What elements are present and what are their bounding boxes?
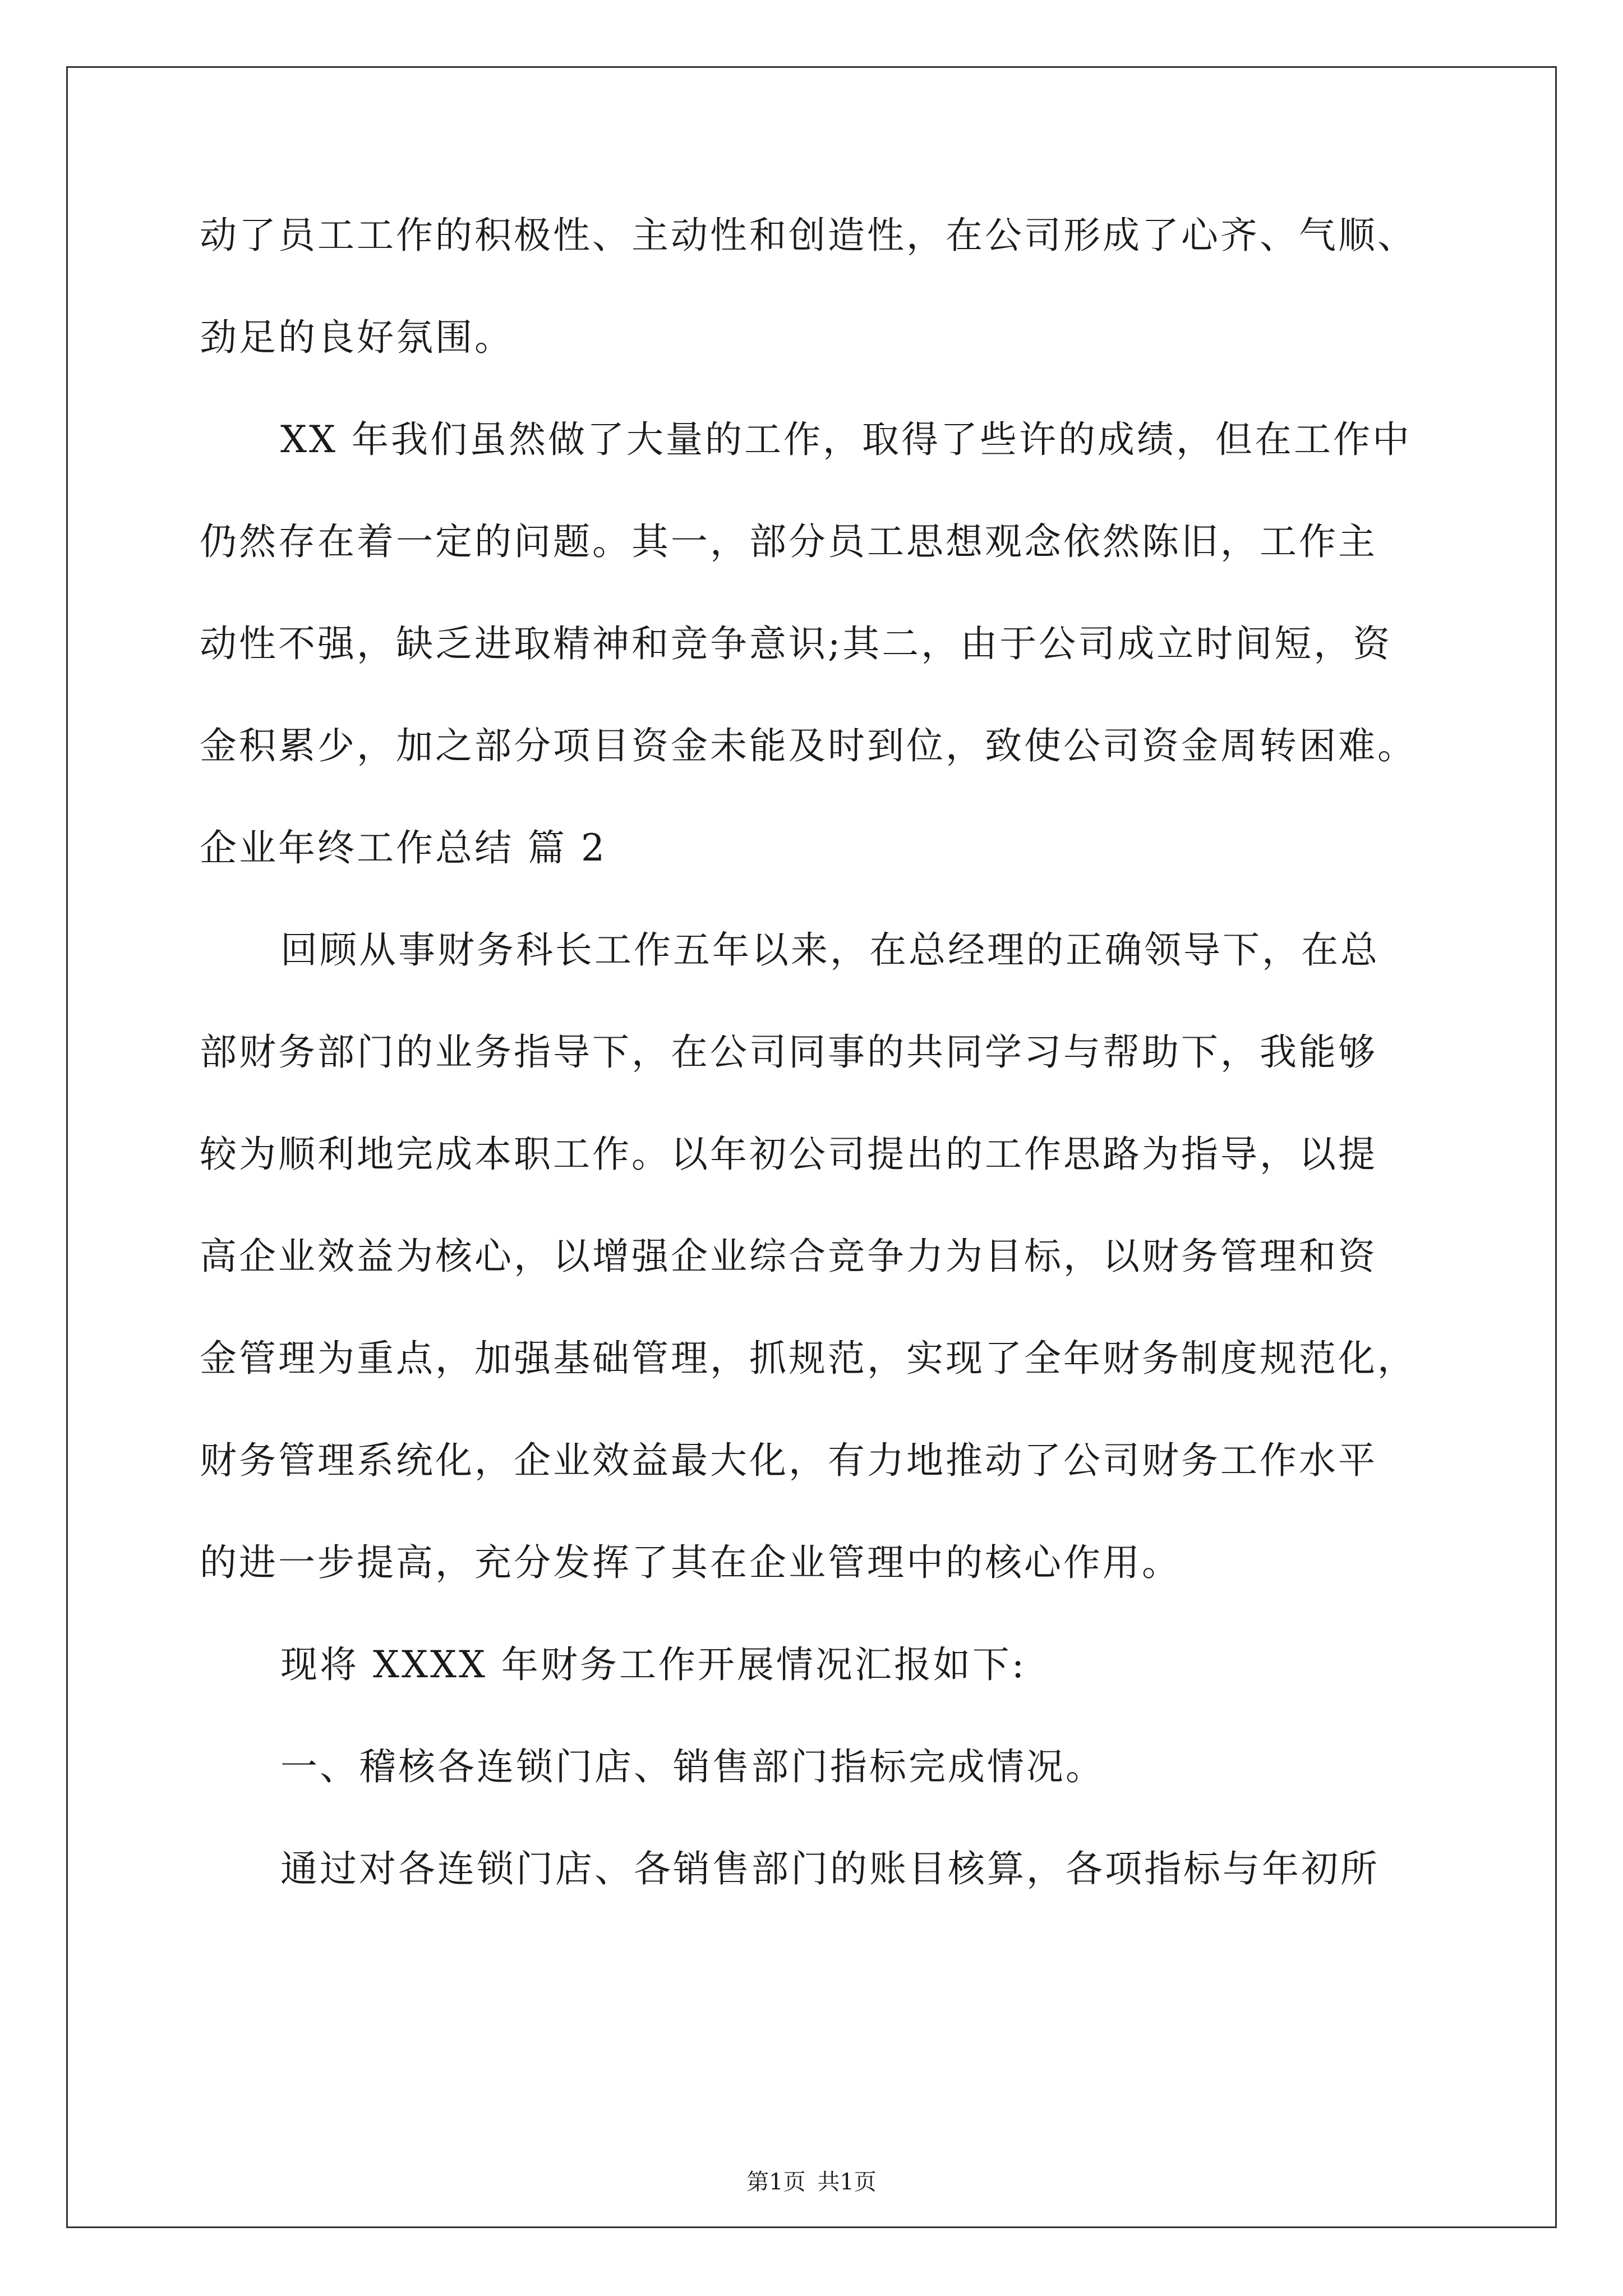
text-line: 仍然存在着一定的问题。其一，部分员工思想观念依然陈旧，工作主	[200, 520, 1377, 563]
text-line: 金积累少，加之部分项目资金未能及时到位，致使公司资金周转困难。	[200, 724, 1417, 767]
text-line: 部财务部门的业务指导下，在公司同事的共同学习与帮助下，我能够	[200, 1030, 1377, 1074]
paragraph-start: XX 年我们虽然做了大量的工作，取得了些许的成绩，但在工作中	[280, 418, 1412, 461]
paragraph-start: 通过对各连锁门店、各销售部门的账目核算，各项指标与年初所	[280, 1847, 1380, 1890]
page-footer	[0, 2168, 1623, 2196]
text-line: 金管理为重点，加强基础管理，抓规范，实现了全年财务制度规范化，	[200, 1337, 1417, 1380]
page-number: 第1页	[746, 2169, 806, 2195]
text-line: 较为顺利地完成本职工作。以年初公司提出的工作思路为指导，以提	[200, 1133, 1377, 1176]
text-line: 劲足的良好氛围。	[200, 316, 514, 359]
paragraph-start: 回顾从事财务科长工作五年以来，在总经理的正确领导下，在总	[280, 928, 1380, 972]
text-line: 的进一步提高，充分发挥了其在企业管理中的核心作用。	[200, 1541, 1181, 1584]
page-total: 共1页	[817, 2169, 877, 2195]
section-heading: 企业年终工作总结 篇 2	[200, 826, 607, 869]
text-line: 动性不强，缺乏进取精神和竞争意识;其二，由于公司成立时间短，资	[200, 622, 1393, 665]
text-line: 动了员工工作的积极性、主动性和创造性，在公司形成了心齐、气顺、	[200, 214, 1417, 257]
text-line: 财务管理系统化，企业效益最大化，有力地推动了公司财务工作水平	[200, 1439, 1377, 1482]
paragraph-start: 现将 XXXX 年财务工作开展情况汇报如下:	[280, 1643, 1027, 1686]
text-line: 高企业效益为核心，以增强企业综合竞争力为目标，以财务管理和资	[200, 1235, 1377, 1278]
list-item-heading: 一、稽核各连锁门店、销售部门指标完成情况。	[280, 1745, 1105, 1788]
